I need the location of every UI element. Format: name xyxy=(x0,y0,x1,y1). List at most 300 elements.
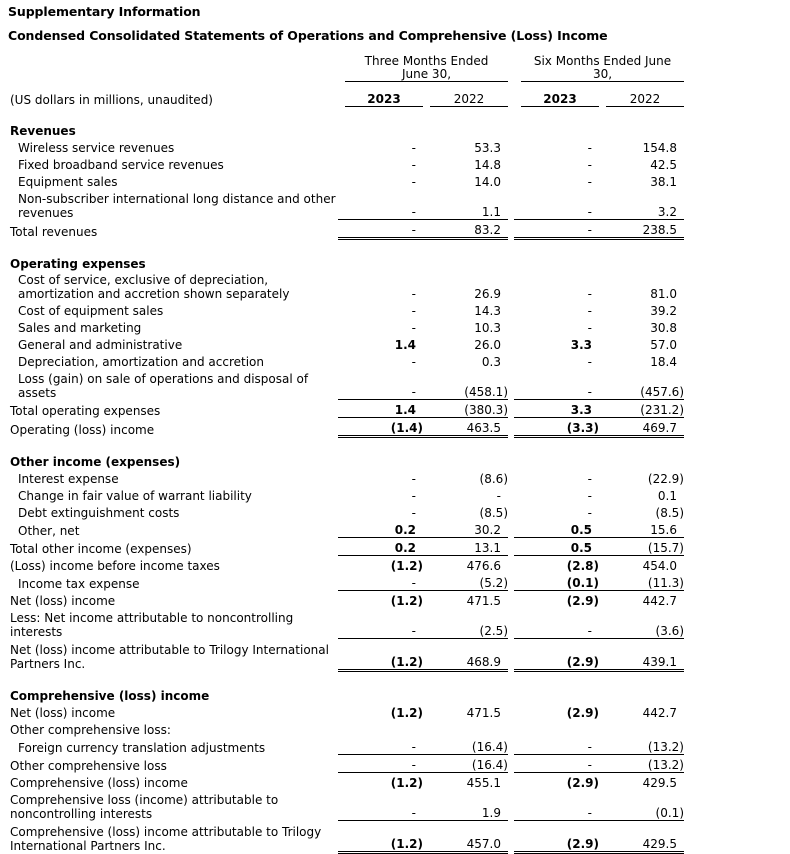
row-label: (Loss) income before income taxes xyxy=(10,559,220,573)
row-label: General and administrative xyxy=(18,338,183,352)
underline-lead xyxy=(338,538,345,556)
period-line: Three Months Ended xyxy=(364,54,489,68)
spacer-cell xyxy=(8,437,684,453)
value-cell xyxy=(345,573,423,591)
value-text: (1.2) xyxy=(390,559,423,573)
value-text: - xyxy=(587,355,592,369)
underline-lead xyxy=(338,591,345,609)
value-cell xyxy=(430,486,508,503)
value-text: (458.1) xyxy=(464,385,508,399)
value-text: 442.7 xyxy=(642,706,677,720)
value-cell xyxy=(521,189,599,220)
underline-lead xyxy=(599,271,606,301)
underline-lead xyxy=(338,301,345,318)
value-cell xyxy=(345,591,423,609)
underline-lead xyxy=(338,556,345,574)
underline-lead xyxy=(514,486,521,503)
underline-lead xyxy=(338,520,345,538)
underline-lead xyxy=(514,556,521,574)
underline-lead xyxy=(338,138,345,155)
value-cell xyxy=(430,189,508,220)
underline-lead xyxy=(423,737,430,755)
value-text: 83.2 xyxy=(474,223,501,237)
value-cell xyxy=(430,220,508,239)
table-row xyxy=(8,301,684,318)
underline-lead xyxy=(599,503,606,520)
value-cell xyxy=(521,486,599,503)
units-note: (US dollars in millions, unaudited) xyxy=(10,92,213,107)
value-text: (3.6) xyxy=(655,624,684,638)
table-row xyxy=(8,486,684,503)
value-cell xyxy=(430,352,508,369)
underline-lead xyxy=(338,369,345,400)
value-text: - xyxy=(587,740,592,754)
row-label: Net (loss) income xyxy=(10,706,116,720)
value-cell xyxy=(430,503,508,520)
value-text: 14.0 xyxy=(474,175,501,189)
underline-lead xyxy=(423,821,430,853)
underline-lead xyxy=(514,155,521,172)
value-text: (2.9) xyxy=(566,837,599,851)
underline-lead xyxy=(599,703,606,720)
value-cell xyxy=(606,138,684,155)
underline-lead xyxy=(338,503,345,520)
value-cell xyxy=(521,556,599,574)
value-cell xyxy=(521,352,599,369)
value-cell xyxy=(521,703,599,720)
underline-lead xyxy=(423,639,430,671)
value-text: (1.2) xyxy=(390,594,423,608)
value-text: - xyxy=(411,472,416,486)
value-text: - xyxy=(496,489,501,503)
value-cell xyxy=(430,369,508,400)
underline-lead xyxy=(423,703,430,720)
underline-lead xyxy=(423,172,430,189)
underline-lead xyxy=(338,271,345,301)
underline-lead xyxy=(599,720,606,737)
value-cell xyxy=(430,400,508,418)
row-label: Sales and marketing xyxy=(18,321,142,335)
value-cell xyxy=(521,538,599,556)
underline-lead xyxy=(423,556,430,574)
section-header-row xyxy=(8,686,684,703)
value-cell xyxy=(606,271,684,301)
underline-lead xyxy=(423,335,430,352)
value-text: - xyxy=(411,321,416,335)
underline-lead xyxy=(599,608,606,639)
value-text: (1.2) xyxy=(390,706,423,720)
value-text: 476.6 xyxy=(466,559,501,573)
value-text: - xyxy=(411,740,416,754)
underline-lead xyxy=(338,400,345,418)
value-cell xyxy=(521,318,599,335)
period-line: Six Months Ended June xyxy=(533,54,672,68)
value-text: (2.8) xyxy=(566,559,599,573)
value-text: 14.3 xyxy=(474,304,501,318)
year-header: 2022 xyxy=(430,82,508,107)
value-cell xyxy=(430,608,508,639)
value-text: - xyxy=(411,304,416,318)
value-cell xyxy=(345,755,423,773)
value-text: 0.5 xyxy=(570,541,592,555)
value-cell xyxy=(345,720,423,737)
year-header: 2023 xyxy=(521,82,599,107)
value-text: 81.0 xyxy=(650,287,677,301)
row-label: Change in fair value of warrant liability xyxy=(18,489,252,503)
value-cell xyxy=(521,369,599,400)
underline-lead xyxy=(423,418,430,437)
underline-lead xyxy=(599,755,606,773)
value-cell xyxy=(606,155,684,172)
value-cell xyxy=(606,520,684,538)
value-cell xyxy=(606,703,684,720)
table-row xyxy=(8,720,684,737)
value-cell xyxy=(606,335,684,352)
value-cell xyxy=(345,138,423,155)
value-cell xyxy=(521,639,599,671)
underline-lead xyxy=(423,773,430,791)
value-text: (0.1) xyxy=(655,806,684,820)
underline-lead xyxy=(599,418,606,437)
value-cell xyxy=(521,591,599,609)
underline-lead xyxy=(423,486,430,503)
value-text: 454.0 xyxy=(642,559,677,573)
value-cell xyxy=(430,418,508,437)
value-cell xyxy=(606,352,684,369)
underline-lead xyxy=(514,538,521,556)
value-cell xyxy=(345,520,423,538)
underline-lead xyxy=(599,538,606,556)
table-row xyxy=(8,335,684,352)
value-text: (13.2) xyxy=(647,740,684,754)
value-text: 53.3 xyxy=(474,141,501,155)
value-text: 10.3 xyxy=(474,321,501,335)
underline-lead xyxy=(338,608,345,639)
value-text: - xyxy=(411,355,416,369)
value-cell xyxy=(521,400,599,418)
value-text: 471.5 xyxy=(466,706,501,720)
underline-lead xyxy=(423,318,430,335)
value-cell xyxy=(606,639,684,671)
value-text: 429.5 xyxy=(642,776,677,790)
value-text: 463.5 xyxy=(466,421,501,435)
value-cell xyxy=(345,369,423,400)
underline-lead xyxy=(599,469,606,486)
value-text: - xyxy=(587,758,592,772)
underline-lead xyxy=(423,720,430,737)
year-header: 2022 xyxy=(606,82,684,107)
underline-lead xyxy=(514,400,521,418)
underline-lead xyxy=(514,720,521,737)
value-cell xyxy=(430,138,508,155)
value-text: (0.1) xyxy=(566,576,599,590)
value-text: (3.3) xyxy=(566,421,599,435)
table-row xyxy=(8,155,684,172)
underline-lead xyxy=(338,189,345,220)
underline-lead xyxy=(599,520,606,538)
section-header-row xyxy=(8,121,684,138)
value-text: 26.0 xyxy=(474,338,501,352)
underline-lead xyxy=(599,352,606,369)
value-cell xyxy=(521,737,599,755)
period-line: June 30, xyxy=(401,67,452,81)
value-text: - xyxy=(411,175,416,189)
value-cell xyxy=(430,469,508,486)
table-row xyxy=(8,352,684,369)
value-cell xyxy=(345,737,423,755)
value-cell xyxy=(606,189,684,220)
value-text: (15.7) xyxy=(647,541,684,555)
value-text: 3.2 xyxy=(657,205,677,219)
value-text: 18.4 xyxy=(650,355,677,369)
value-text: (231.2) xyxy=(640,403,684,417)
table-row xyxy=(8,172,684,189)
value-cell xyxy=(430,773,508,791)
value-text: - xyxy=(587,506,592,520)
value-text: - xyxy=(411,158,416,172)
value-text: - xyxy=(411,506,416,520)
underline-lead xyxy=(514,773,521,791)
value-cell xyxy=(521,755,599,773)
underline-lead xyxy=(599,318,606,335)
value-text: - xyxy=(411,205,416,219)
section-title: Other income (expenses) xyxy=(10,455,181,469)
value-text: 455.1 xyxy=(466,776,501,790)
underline-lead xyxy=(423,469,430,486)
value-cell xyxy=(345,418,423,437)
value-cell xyxy=(430,556,508,574)
value-text: (11.3) xyxy=(647,576,684,590)
section-header-row xyxy=(8,452,684,469)
underline-lead xyxy=(514,608,521,639)
row-label: Comprehensive loss (income) attributable to noncontrolling interests xyxy=(10,792,279,821)
underline-lead xyxy=(599,138,606,155)
value-cell xyxy=(521,790,599,821)
value-cell xyxy=(430,573,508,591)
table-row xyxy=(8,189,684,220)
value-text: - xyxy=(411,576,416,590)
row-label: Cost of equipment sales xyxy=(18,304,164,318)
value-text: (8.5) xyxy=(655,506,684,520)
underline-lead xyxy=(599,486,606,503)
value-text: - xyxy=(411,287,416,301)
value-cell xyxy=(430,538,508,556)
supplementary-heading: Supplementary Information xyxy=(8,4,201,19)
value-text: - xyxy=(587,806,592,820)
underline-lead xyxy=(514,503,521,520)
table-row xyxy=(8,220,684,239)
underline-lead xyxy=(514,639,521,671)
value-text: (457.6) xyxy=(640,385,684,399)
value-cell xyxy=(521,172,599,189)
value-text: 468.9 xyxy=(466,655,501,669)
section-title: Revenues xyxy=(10,124,76,138)
value-text: (2.9) xyxy=(566,706,599,720)
underline-lead xyxy=(423,573,430,591)
value-cell xyxy=(345,773,423,791)
value-text: - xyxy=(411,385,416,399)
underline-lead xyxy=(423,352,430,369)
underline-lead xyxy=(599,773,606,791)
value-cell xyxy=(606,790,684,821)
underline-lead xyxy=(338,821,345,853)
value-cell xyxy=(606,821,684,853)
value-cell xyxy=(606,369,684,400)
value-text: - xyxy=(587,304,592,318)
value-cell xyxy=(521,138,599,155)
value-text: 42.5 xyxy=(650,158,677,172)
underline-lead xyxy=(599,790,606,821)
value-cell xyxy=(345,821,423,853)
table-row xyxy=(8,790,684,821)
value-text: 0.1 xyxy=(657,489,677,503)
row-label: Foreign currency translation adjustments xyxy=(18,740,266,755)
row-label: Other comprehensive loss: xyxy=(10,723,171,737)
underline-lead xyxy=(599,155,606,172)
underline-lead xyxy=(338,335,345,352)
value-cell xyxy=(430,335,508,352)
underline-lead xyxy=(599,400,606,418)
section-header-row xyxy=(8,254,684,271)
value-cell xyxy=(606,755,684,773)
value-text: 13.1 xyxy=(474,541,501,555)
value-cell xyxy=(345,155,423,172)
underline-lead xyxy=(514,352,521,369)
underline-lead xyxy=(423,520,430,538)
value-text: - xyxy=(587,175,592,189)
underline-lead xyxy=(423,138,430,155)
value-text: 442.7 xyxy=(642,594,677,608)
underline-lead xyxy=(599,189,606,220)
underline-lead xyxy=(423,301,430,318)
underline-lead xyxy=(338,486,345,503)
value-text: 469.7 xyxy=(642,421,677,435)
section-spacer xyxy=(8,107,684,122)
value-cell xyxy=(430,737,508,755)
underline-lead xyxy=(423,271,430,301)
underline-lead xyxy=(599,301,606,318)
value-cell xyxy=(521,503,599,520)
value-cell xyxy=(521,301,599,318)
underline-lead xyxy=(423,503,430,520)
underline-lead xyxy=(514,369,521,400)
value-cell xyxy=(345,172,423,189)
underline-lead xyxy=(514,172,521,189)
value-cell xyxy=(606,172,684,189)
row-label: Net (loss) income attributable to Trilogy International Partners Inc. xyxy=(10,642,329,671)
underline-lead xyxy=(599,821,606,853)
value-text: 471.5 xyxy=(466,594,501,608)
value-text: - xyxy=(587,489,592,503)
underline-lead xyxy=(338,703,345,720)
value-text: 30.8 xyxy=(650,321,677,335)
period-header-row xyxy=(8,55,684,82)
value-text: (16.4) xyxy=(471,758,508,772)
value-cell xyxy=(345,556,423,574)
value-text: 57.0 xyxy=(650,338,677,352)
table-row xyxy=(8,737,684,755)
value-cell xyxy=(345,639,423,671)
underline-lead xyxy=(599,335,606,352)
year-header-row xyxy=(8,82,684,107)
value-cell xyxy=(606,538,684,556)
value-cell xyxy=(345,271,423,301)
value-text: 1.1 xyxy=(481,205,501,219)
underline-lead xyxy=(599,369,606,400)
table-row xyxy=(8,821,684,853)
value-text: - xyxy=(587,472,592,486)
row-label: Total revenues xyxy=(10,224,98,239)
value-text: (1.2) xyxy=(390,776,423,790)
underline-lead xyxy=(599,556,606,574)
value-cell xyxy=(521,220,599,239)
underline-lead xyxy=(423,189,430,220)
table-row xyxy=(8,703,684,720)
period-six-months xyxy=(521,55,684,82)
table-row xyxy=(8,538,684,556)
value-cell xyxy=(345,220,423,239)
row-label: Net (loss) income xyxy=(10,594,116,608)
value-text: 1.9 xyxy=(481,806,501,820)
value-text: - xyxy=(587,158,592,172)
underline-lead xyxy=(423,369,430,400)
value-cell xyxy=(345,469,423,486)
value-text: 3.3 xyxy=(570,403,592,417)
value-text: (1.2) xyxy=(390,655,423,669)
value-cell xyxy=(345,486,423,503)
value-cell xyxy=(345,301,423,318)
underline-lead xyxy=(514,335,521,352)
row-label: Wireless service revenues xyxy=(18,141,175,155)
value-text: 14.8 xyxy=(474,158,501,172)
underline-lead xyxy=(423,155,430,172)
underline-lead xyxy=(514,790,521,821)
row-label: Loss (gain) on sale of operations and disposal of assets xyxy=(18,371,309,400)
table-row xyxy=(8,639,684,671)
value-text: (16.4) xyxy=(471,740,508,754)
value-text: - xyxy=(587,624,592,638)
underline-lead xyxy=(338,720,345,737)
underline-lead xyxy=(423,790,430,821)
table-row xyxy=(8,418,684,437)
value-cell xyxy=(521,773,599,791)
year-header: 2023 xyxy=(345,82,423,107)
value-text: 429.5 xyxy=(642,837,677,851)
value-cell xyxy=(606,737,684,755)
value-text: 0.2 xyxy=(394,541,416,555)
value-cell xyxy=(345,790,423,821)
spacer-cell xyxy=(8,239,684,255)
underline-lead xyxy=(514,271,521,301)
value-cell xyxy=(521,335,599,352)
table-row xyxy=(8,369,684,400)
value-cell xyxy=(430,703,508,720)
section-title: Comprehensive (loss) income xyxy=(10,689,210,703)
statement-title: Condensed Consolidated Statements of Operations and Comprehensive (Loss) Income xyxy=(8,28,608,43)
value-cell xyxy=(345,352,423,369)
table-row xyxy=(8,755,684,773)
underline-lead xyxy=(514,301,521,318)
underline-lead xyxy=(338,418,345,437)
value-text: (2.5) xyxy=(479,624,508,638)
underline-lead xyxy=(514,703,521,720)
row-label: Less: Net income attributable to noncontrolling interests xyxy=(10,610,294,639)
value-cell xyxy=(606,469,684,486)
underline-lead xyxy=(514,520,521,538)
value-cell xyxy=(521,469,599,486)
underline-lead xyxy=(338,172,345,189)
value-text: - xyxy=(411,489,416,503)
